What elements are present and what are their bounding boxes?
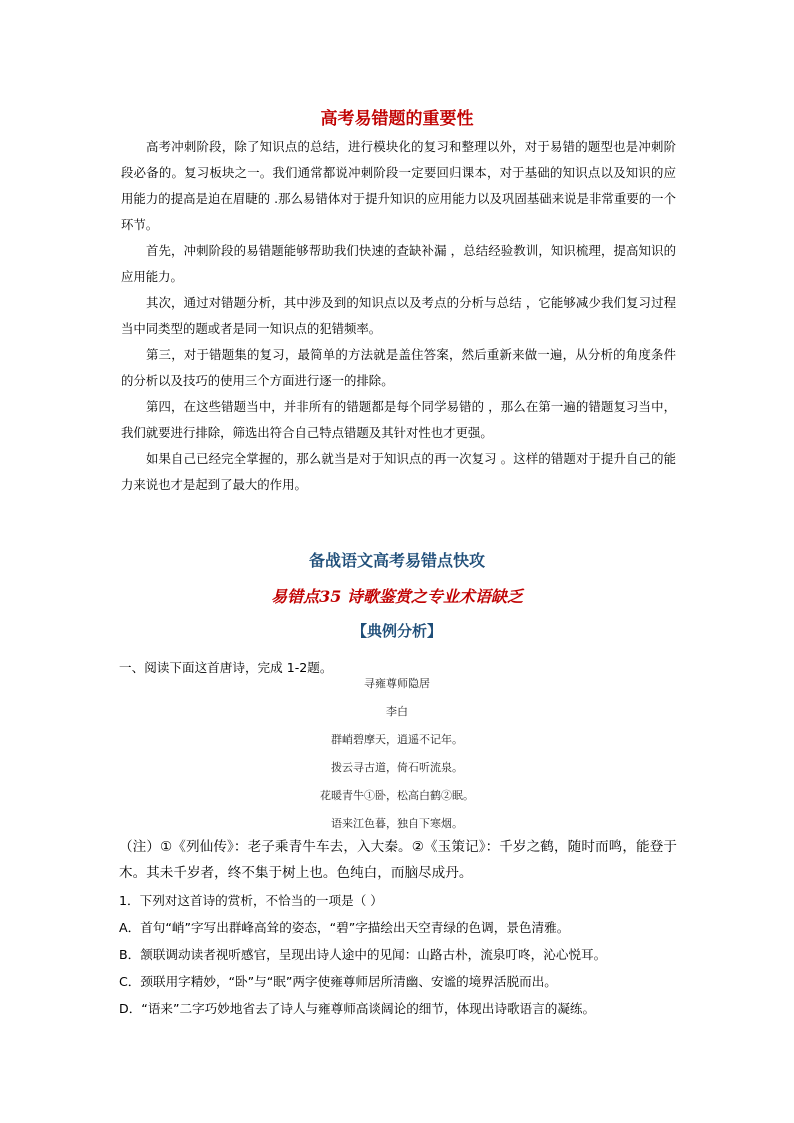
poem-author: 李白 <box>386 705 408 718</box>
option-d: D．“语来”二字巧妙地省去了诗人与雍尊师高谈阔论的细节，体现出诗歌语言的凝练。 <box>119 1001 596 1016</box>
poem-line: 语来江色暮，独自下寒烟。 <box>331 817 463 830</box>
intro-paragraph: 首先，冲刺阶段的易错题能够帮助我们快速的查缺补漏 ，总结经验教训，知识梳理，提高知识的应用能力。 <box>121 243 676 284</box>
poem-title: 寻雍尊师隐居 <box>364 677 430 690</box>
section-tag: 【典例分析】 <box>351 622 442 640</box>
poem-note: （注）①《列仙传》：老子乘青牛车去，入大秦。②《玉策记》：千岁之鹤，随时而鸣，能登于木。其未千岁者，终不集于树上也。色纯白，而脑尽成丹。 <box>119 839 677 881</box>
option-b: B．颔联调动读者视听感官，呈现出诗人途中的见闻：山路古朴，流泉叮咚，沁心悦耳。 <box>119 947 607 962</box>
poem-line: 花暖青牛①卧，松高白鹤②眠。 <box>320 789 474 802</box>
intro-paragraph: 其次，通过对错题分析，其中涉及到的知识点以及考点的分析与总结 ，它能够减少我们复习过程当中同类型的题或者是同一知识点的犯错频率。 <box>121 295 676 336</box>
intro-body <box>121 134 676 498</box>
intro-paragraph: 第四，在这些错题当中，并非所有的错题都是每个同学易错的 ，那么在第一遍的错题复习当中，我们就要进行排除，筛选出符合自己特点错题及其针对性也才更强。 <box>121 399 676 440</box>
intro-paragraph: 高考冲刺阶段，除了知识点的总结，进行模块化的复习和整理以外，对于易错的题型也是冲刺阶段必备的。复习板块之一。我们通常都说冲刺阶段一定要回归课本，对于基础的知识点以及知识的应用能力的提高是迫在眉睫的 .那么易错体对于提升知识的应用能力以及巩固基础来说是非常重要的一个环节。 <box>121 139 676 232</box>
section-subtitle: 易错点35 诗歌鉴赏之专业术语缺乏 <box>271 587 523 606</box>
option-a: A．首句“峭”字写出群峰高耸的姿态，“碧”字描绘出天空青绿的色调，景色清雅。 <box>119 920 570 935</box>
poem-block <box>0 670 794 838</box>
poem-line: 拨云寻古道，倚石听流泉。 <box>331 761 463 774</box>
section-title: 备战语文高考易错点快攻 <box>308 551 485 570</box>
question-intro: 一、阅读下面这首唐诗，完成 1-2题。 <box>119 660 333 675</box>
poem-line: 群峭碧摩天，逍遥不记年。 <box>331 733 463 746</box>
intro-paragraph: 如果自己已经完全掌握的，那么就当是对于知识点的再一次复习 。这样的错题对于提升自己的能力来说也才是起到了最大的作用。 <box>121 451 676 492</box>
intro-paragraph: 第三，对于错题集的复习，最简单的方法就是盖住答案，然后重新来做一遍，从分析的角度条件的分析以及技巧的使用三个方面进行逐一的排除。 <box>121 347 676 388</box>
question-stem: 1．下列对这首诗的赏析，不恰当的一项是（ ） <box>119 893 383 908</box>
page-title: 高考易错题的重要性 <box>320 109 474 129</box>
question-block <box>119 887 694 1022</box>
option-c: C．颈联用字精妙，“卧”与“眠”两字使雍尊师居所清幽、安谧的境界活脱而出。 <box>119 974 557 989</box>
